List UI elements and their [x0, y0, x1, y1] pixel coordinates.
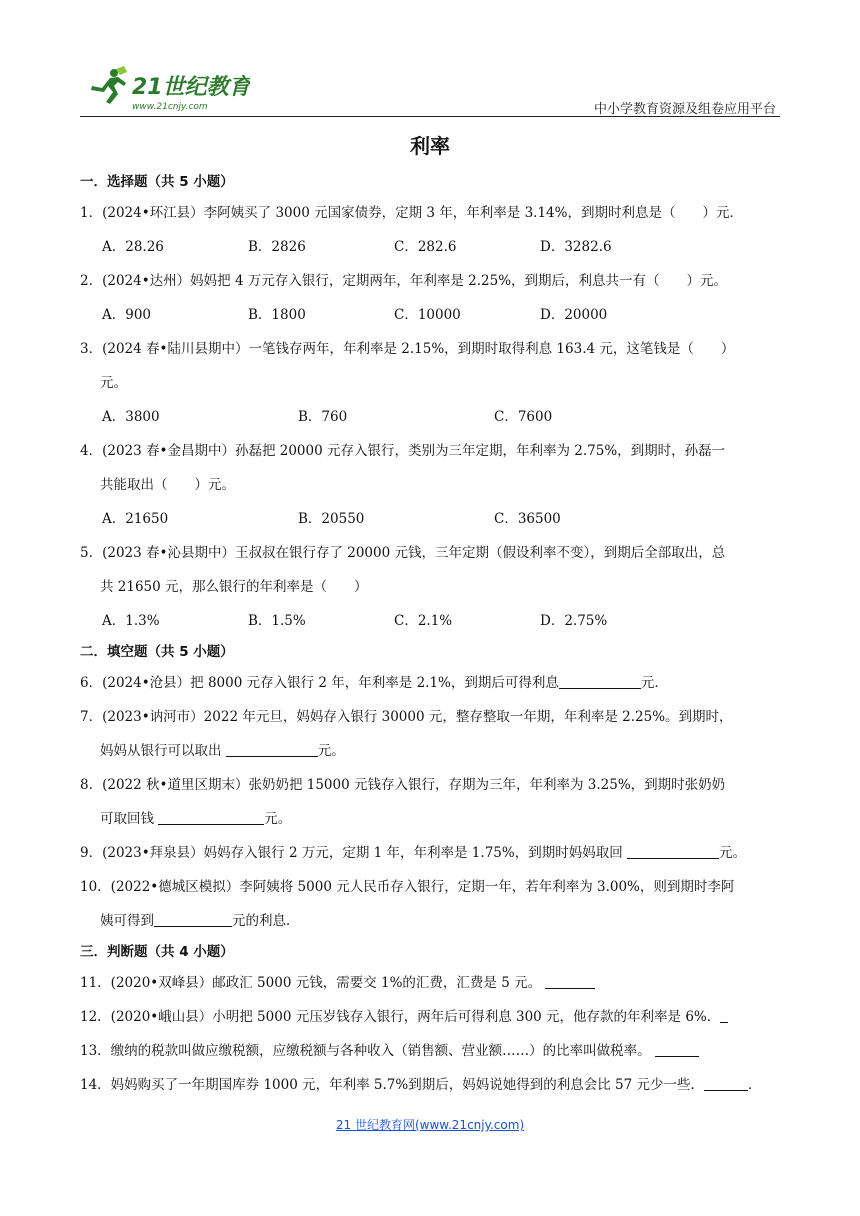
question-3: [80, 332, 780, 400]
footer-link[interactable]: 21 世纪教育网(www.21cnjy.com): [335, 1118, 525, 1132]
option-b: B．760: [298, 409, 348, 425]
option-a: A．3800: [102, 409, 160, 425]
question-1: 1．(2024•环江县）李阿姨买了 3000 元国家债券，定期 3 年，年利率是 3.14%，到期时利息是（ ）元．: [80, 205, 743, 221]
question-5-line-1: 5．(2023 春•沁县期中）王叔叔在银行存了 20000 元钱，三年定期（假设利率不变），到期后全部取出，总: [80, 545, 726, 561]
question-3-line-2: 元。: [100, 375, 127, 391]
option-a: A．21650: [102, 511, 169, 527]
option-b: B．1.5%: [248, 613, 306, 629]
exam-content: [80, 168, 780, 1102]
question-2: 2．(2024•达州）妈妈把 4 万元存入银行，定期两年，年利率是 2.25%，到期后，利息共一有（ ）元。: [80, 273, 728, 289]
question-3-line-1: 3．(2024 春•陆川县期中）一笔钱存两年，年利率是 2.15%，到期时取得利息 163.4 元，这笔钱是（ ）: [80, 341, 735, 357]
answer-blank[interactable]: [720, 1008, 728, 1023]
page-header: [80, 62, 780, 118]
question-12: [80, 1000, 780, 1034]
question-4-options: [80, 502, 780, 536]
question-10: [80, 870, 780, 938]
answer-blank[interactable]: [627, 844, 719, 859]
option-c: C．2.1%: [394, 613, 453, 629]
question-1-options: [80, 230, 780, 264]
option-d: D．2.75%: [540, 613, 608, 629]
answer-blank[interactable]: [158, 810, 264, 825]
question-4-line-1: 4．(2023 春•金昌期中）孙磊把 20000 元存入银行，类别为三年定期，年利率为 2.75%，到期时，孙磊一: [80, 443, 726, 459]
answer-blank[interactable]: [545, 974, 595, 989]
question-6-text: 6．(2024•沧县）把 8000 元存入银行 2 年，年利率是 2.1%，到期后可得利息: [80, 675, 559, 691]
option-c: C．7600: [494, 409, 553, 425]
option-c: C．282.6: [394, 239, 457, 255]
platform-name: 中小学教育资源及组卷应用平台: [593, 102, 776, 117]
answer-blank[interactable]: [226, 742, 318, 757]
question-4: [80, 434, 780, 502]
option-c: C．10000: [394, 307, 461, 323]
question-8-unit: 元。: [264, 811, 292, 827]
section-fill: 二．填空题（共 5 小题）: [80, 644, 234, 660]
question-9: [80, 836, 780, 870]
question-12-text: 12．(2020•峨山县）小明把 5000 元压岁钱存入银行，两年后可得利息 300 元，他存款的年利率是 6%．: [80, 1009, 721, 1025]
question-5: [80, 536, 780, 604]
question-14-text: 14．妈妈购买了一年期国库券 1000 元，年利率 5.7%到期后，妈妈说她得到的利息会比 57 元少一些．: [80, 1077, 704, 1093]
question-7-line-2: [80, 734, 780, 768]
section-choice: 一．选择题（共 5 小题）: [80, 174, 234, 190]
question-8-line-2: [80, 802, 780, 836]
question-13: [80, 1034, 780, 1068]
question-10-text: 姨可得到: [100, 913, 154, 929]
option-b: B．2826: [248, 239, 306, 255]
answer-blank[interactable]: [655, 1042, 699, 1057]
question-8: [80, 768, 780, 836]
question-7-line-1: 7．(2023•讷河市）2022 年元旦，妈妈存入银行 30000 元，整存整取一年期，年利率是 2.25%。到期时，: [80, 709, 733, 725]
question-6-unit: 元．: [640, 675, 668, 691]
question-5-options: [80, 604, 780, 638]
option-a: A．900: [102, 307, 152, 323]
question-7: [80, 700, 780, 768]
option-c: C．36500: [494, 511, 561, 527]
option-d: D．3282.6: [540, 239, 612, 255]
option-b: B．20550: [298, 511, 365, 527]
question-11-text: 11．(2020•双峰县）邮政汇 5000 元钱，需要交 1%的汇费，汇费是 5 元。: [80, 975, 546, 991]
question-3-options: [80, 400, 780, 434]
option-a: A．1.3%: [102, 613, 160, 629]
logo-runner-icon: [80, 64, 250, 114]
question-8-line-1: 8．(2022 秋•道里区期末）张奶奶把 15000 元钱存入银行，存期为三年，年利率为 3.25%，到期时张奶奶: [80, 777, 726, 793]
option-b: B．1800: [248, 307, 306, 323]
question-9-unit: 元。: [719, 845, 746, 861]
question-8-text: 可取回钱: [100, 811, 159, 827]
option-d: D．20000: [540, 307, 608, 323]
question-7-unit: 元。: [317, 743, 345, 759]
question-10-line-1: 10．(2022•德城区模拟）李阿姨将 5000 元人民币存入银行，定期一年，若年利率为 3.00%，则到期时李阿: [80, 879, 735, 895]
option-a: A．28.26: [102, 239, 164, 255]
question-10-line-2: [80, 904, 780, 938]
svg-text:21世纪教育: 21世纪教育: [132, 75, 250, 100]
question-4-line-2: 共能取出（ ）元。: [100, 477, 235, 493]
question-6: [80, 666, 780, 700]
header-divider: [80, 116, 780, 117]
answer-blank[interactable]: [559, 674, 641, 689]
svg-text:www.21cnjy.com: www.21cnjy.com: [132, 102, 208, 112]
question-14: [80, 1068, 780, 1102]
answer-blank[interactable]: [704, 1076, 748, 1091]
logo: [80, 64, 250, 114]
question-10-unit: 元的利息．: [232, 913, 300, 929]
question-5-line-2: 共 21650 元，那么银行的年利率是（ ）: [100, 579, 368, 595]
question-14-end: ．: [747, 1077, 762, 1093]
answer-blank[interactable]: [154, 912, 232, 927]
question-13-text: 13．缴纳的税款叫做应缴税额，应缴税额与各种收入（销售额、营业额……）的比率叫做税率。: [80, 1043, 655, 1059]
question-11: [80, 966, 780, 1000]
question-9-text: 9．(2023•拜泉县）妈妈存入银行 2 万元，定期 1 年，年利率是 1.75%，到期时妈妈取回: [80, 845, 627, 861]
question-7-text: 妈妈从银行可以取出: [100, 743, 226, 759]
question-2-options: [80, 298, 780, 332]
page-title: 利率: [410, 134, 450, 158]
section-judge: 三．判断题（共 4 小题）: [80, 944, 234, 960]
